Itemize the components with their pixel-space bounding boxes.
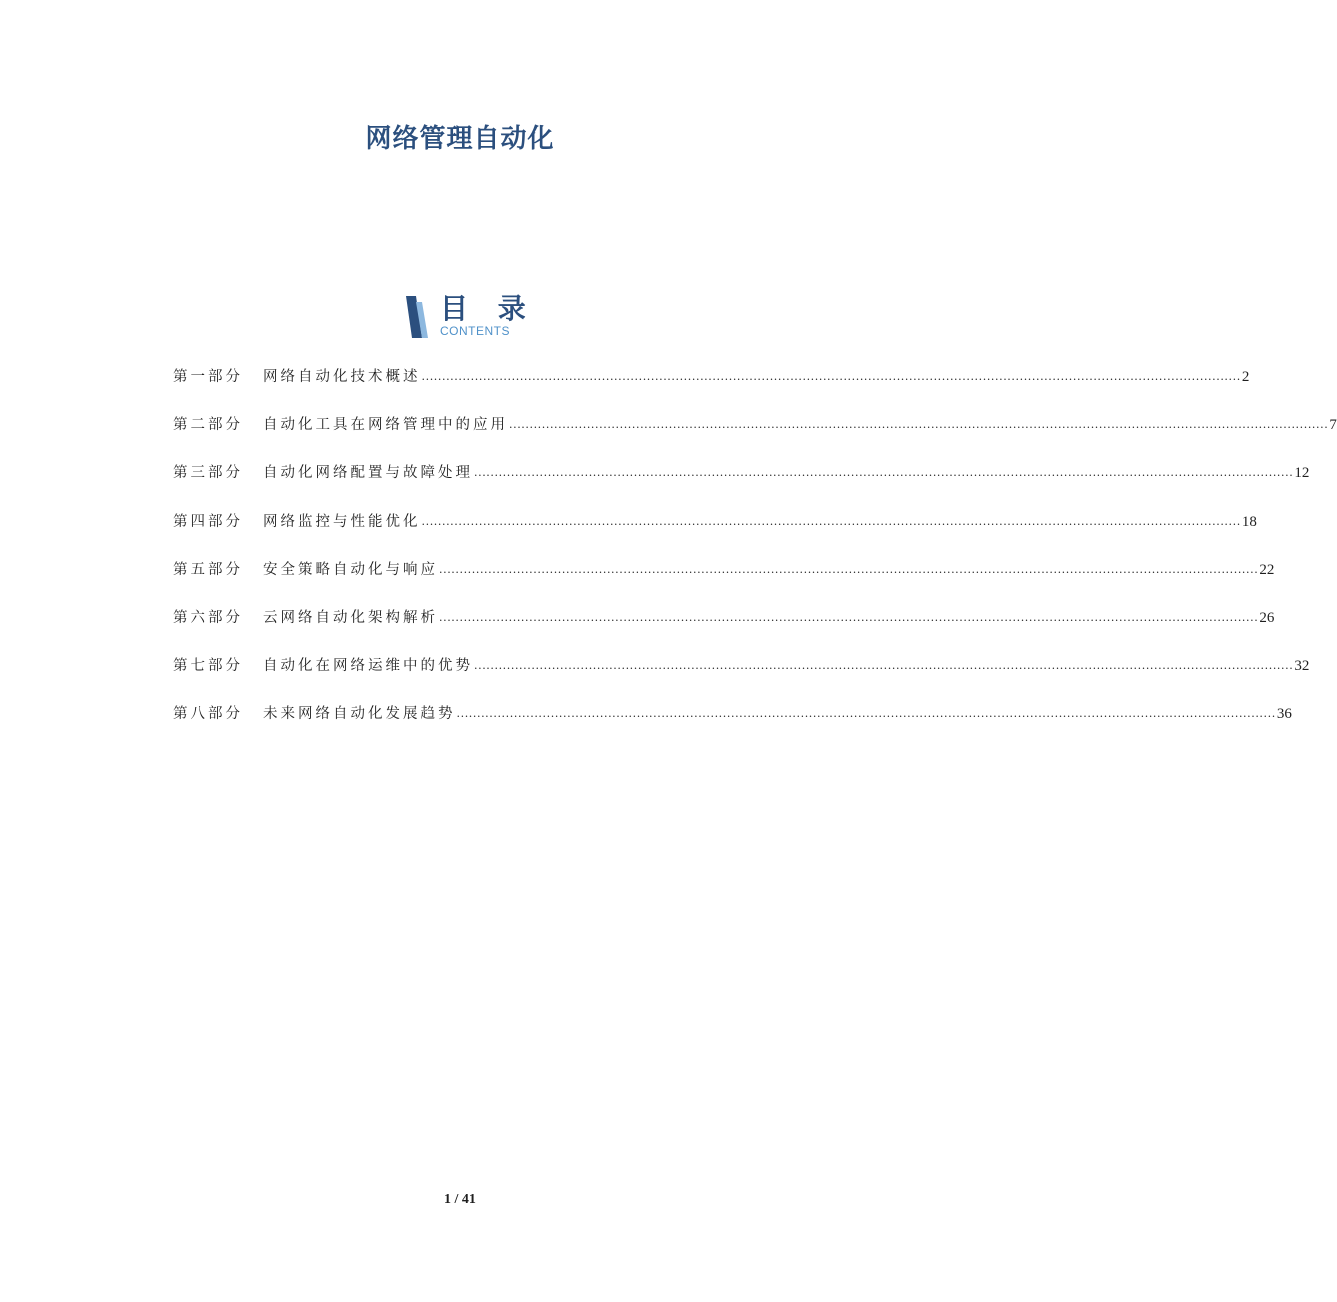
toc-entry-title: 安全策略自动化与响应 xyxy=(263,561,438,578)
toc-entry[interactable] xyxy=(173,511,1257,559)
toc-heading xyxy=(404,292,544,342)
toc-entry-title: 网络监控与性能优化 xyxy=(263,513,421,530)
toc-entry-leader: ........................................................................................................................................................................................................ xyxy=(474,659,1294,673)
toc-entry-part: 第六部分 xyxy=(173,609,243,626)
toc-entry-part: 第五部分 xyxy=(173,561,243,578)
toc-entry-title: 网络自动化技术概述 xyxy=(263,369,421,385)
toc-title: 目 录 xyxy=(440,292,536,325)
toc-entry-title: 云网络自动化架构解析 xyxy=(263,609,438,626)
toc-entry-page: 18 xyxy=(1241,513,1257,530)
toc-entry-title: 自动化在网络运维中的优势 xyxy=(263,658,473,675)
toc-entry[interactable] xyxy=(173,462,1310,510)
toc-entry-leader: ........................................................................................................................................................................................................ xyxy=(456,707,1276,721)
toc-entry-part: 第七部分 xyxy=(173,658,243,675)
toc-entry-page: 22 xyxy=(1259,561,1275,578)
toc-entry-title: 自动化工具在网络管理中的应用 xyxy=(263,417,508,434)
toc-entry-page: 7 xyxy=(1329,417,1337,434)
toc-entry-title: 未来网络自动化发展趋势 xyxy=(263,706,456,723)
toc-entry[interactable] xyxy=(173,655,1310,703)
toc-entry-leader: ........................................................................................................................................................................................................ xyxy=(421,514,1241,528)
toc-entry-page: 36 xyxy=(1276,706,1292,723)
page-number: 1 / 41 xyxy=(444,1192,476,1207)
toc-entry[interactable] xyxy=(173,607,1275,655)
toc-entry-part: 第八部分 xyxy=(173,706,243,723)
toc-entry-title: 自动化网络配置与故障处理 xyxy=(263,465,473,482)
toc-entry[interactable] xyxy=(173,414,1337,462)
toc-accent-icon xyxy=(404,296,430,338)
toc-entry-page: 12 xyxy=(1294,465,1310,482)
toc-entry[interactable] xyxy=(173,703,1292,751)
toc-entry-part: 第一部分 xyxy=(173,369,243,385)
toc-entry-leader: ........................................................................................................................................................................................................ xyxy=(474,466,1294,480)
toc-entry-part: 第四部分 xyxy=(173,513,243,530)
toc-entry-leader: ........................................................................................................................................................................................................ xyxy=(421,370,1241,383)
toc-subtitle: CONTENTS xyxy=(440,324,510,338)
document-title: 网络管理自动化 xyxy=(365,124,555,154)
toc-entry[interactable] xyxy=(173,366,1250,414)
toc-entry-leader: ........................................................................................................................................................................................................ xyxy=(509,418,1329,432)
toc-entry-leader: ........................................................................................................................................................................................................ xyxy=(439,610,1259,624)
toc-entry-leader: ........................................................................................................................................................................................................ xyxy=(439,562,1259,576)
toc-entry-part: 第二部分 xyxy=(173,417,243,434)
toc-entry-page: 2 xyxy=(1241,369,1250,385)
toc-entry-page: 26 xyxy=(1259,609,1275,626)
toc-entry-part: 第三部分 xyxy=(173,465,243,482)
toc-list xyxy=(173,366,1337,752)
toc-entry-page: 32 xyxy=(1294,658,1310,675)
toc-entry[interactable] xyxy=(173,559,1275,607)
